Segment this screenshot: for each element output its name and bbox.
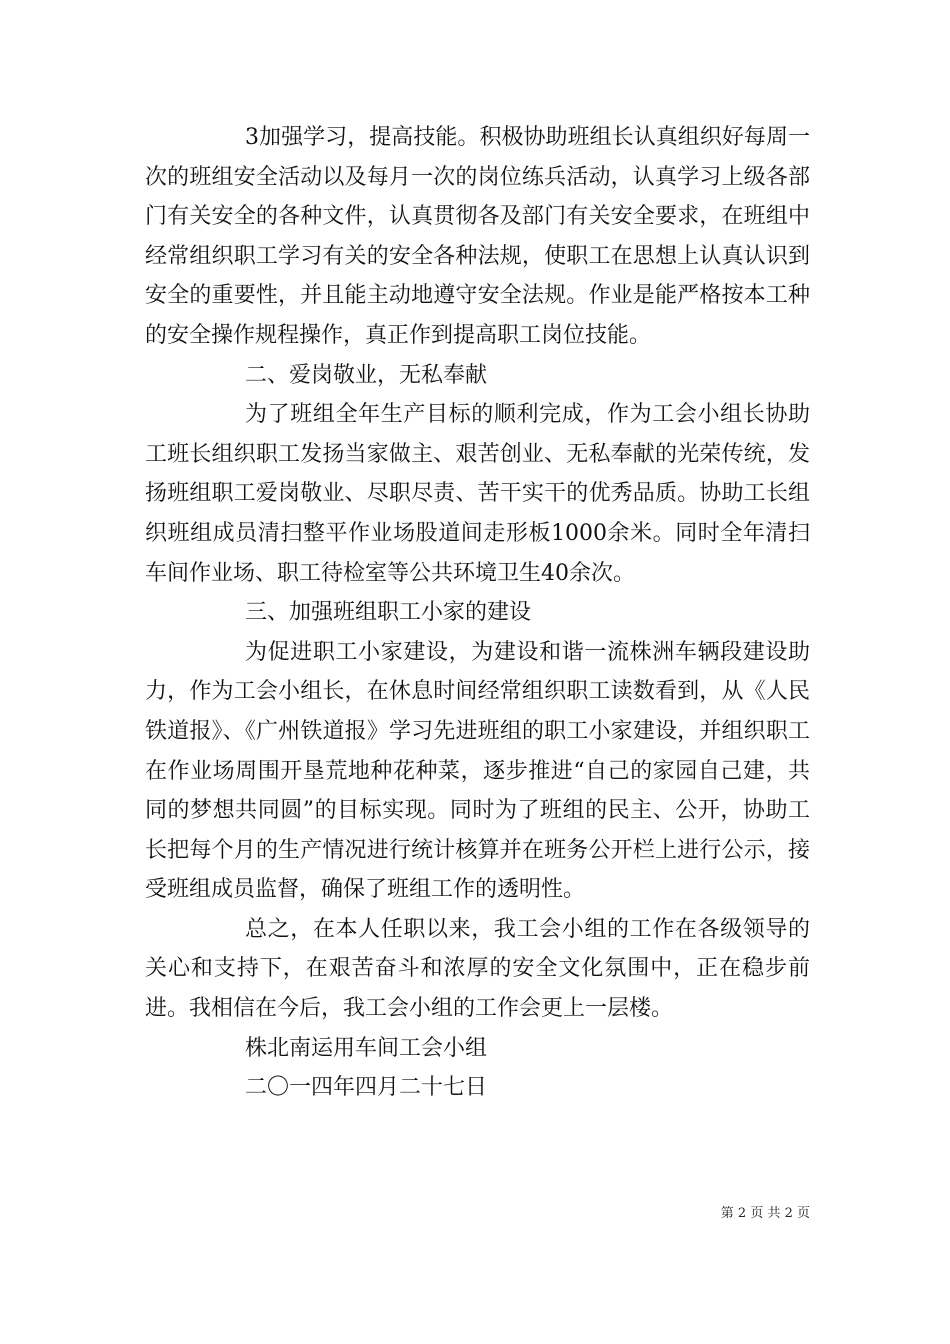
paragraph-home-building: 为促进职工小家建设，为建设和谐一流株洲车辆段建设助力，作为工会小组长，在休息时间经常组织职工读数看到，从《人民铁道报》、《广州铁道报》学习先进班组的职工小家建设，并组织职工在作业场周围开垦荒地种花种菜，逐步推进“自己的家园自己建，共同的梦想共同圆”的目标实现。同时为了班组的民主、公开，协助工长把每个月的生产情况进行统计核算并在班务公开栏上进行公示，接受班组成员监督，确保了班组工作的透明性。	[145, 639, 810, 903]
section-heading-home-building: 三、加强班组职工小家的建设	[245, 600, 532, 626]
paragraph-conclusion: 总之，在本人任职以来，我工会小组的工作在各级领导的关心和支持下，在艰苦奋斗和浓厚的安全文化氛围中，正在稳步前进。我相信在今后，我工会小组的工作会更上一层楼。	[145, 916, 810, 1022]
page-number-footer: 第 2 页 共 2 页	[720, 1206, 810, 1221]
paragraph-skills: 3加强学习，提高技能。积极协助班组长认真组织好每周一次的班组安全活动以及每月一次的岗位练兵活动，认真学习上级各部门有关安全的各种文件，认真贯彻各及部门有关安全要求，在班组中经常组织职工学习有关的安全各种法规，使职工在思想上认真认识到安全的重要性，并且能主动地遵守安全法规。作业是能严格按本工种的安全操作规程操作，真正作到提高职工岗位技能。	[145, 125, 810, 348]
signature-line: 株北南运用车间工会小组	[245, 1035, 488, 1061]
paragraph-dedication: 为了班组全年生产目标的顺利完成，作为工会小组长协助工班长组织职工发扬当家做主、艰苦创业、无私奉献的光荣传统，发扬班组职工爱岗敬业、尽职尽责、苦干实干的优秀品质。协助工长组织班组成员清扫整平作业场股道间走形板1000余米。同时全年清扫车间作业场、职工待检室等公共环境卫生40余次。	[145, 402, 810, 586]
section-heading-dedication: 二、爱岗敬业，无私奉献	[245, 362, 488, 388]
document-body	[145, 118, 810, 1108]
date-line: 二〇一四年四月二十七日	[245, 1075, 488, 1101]
